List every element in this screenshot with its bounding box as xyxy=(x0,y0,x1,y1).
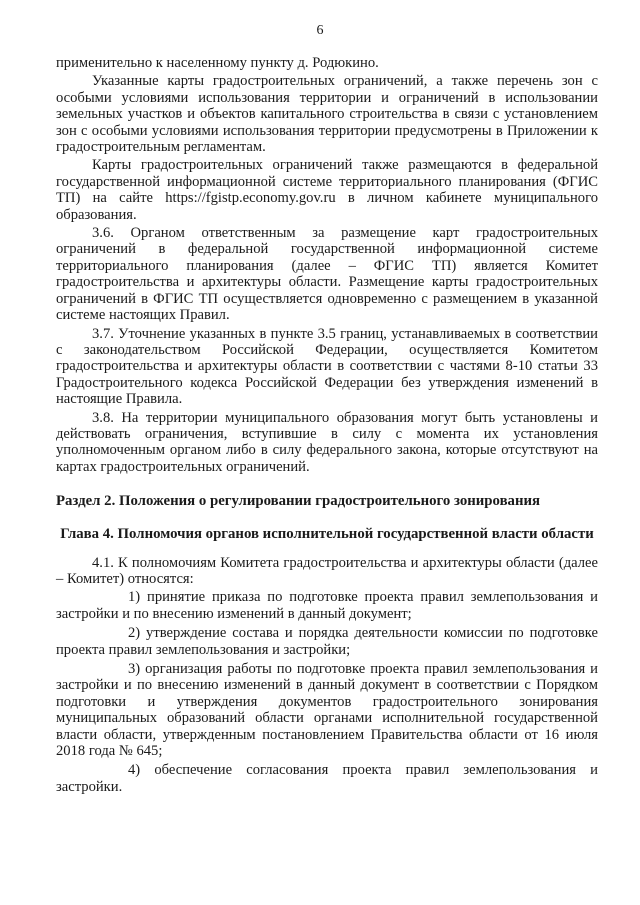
list-item xyxy=(56,625,598,658)
list-item-number: 2) xyxy=(128,625,141,642)
clause-3-6: 3.6. Органом ответственным за размещение карт градостроительных ограничений в федеральной государственной информационной системе территориального планирования (далее – ФГИС ТП) является Комитет градостроительства и архитектуры области. Размещение карты градостроительных ограничений в ФГИС ТП осуществляется одновременно с размещением в указанной системе настоящих Правил. xyxy=(56,225,598,324)
list-item xyxy=(56,762,598,795)
page-number: 6 xyxy=(316,23,324,38)
document-body xyxy=(56,55,598,798)
chapter-heading: Глава 4. Полномочия органов исполнительной государственной власти области xyxy=(60,525,594,542)
list-item-number: 4) xyxy=(128,762,141,779)
paragraph: применительно к населенному пункту д. Родюкино. xyxy=(56,55,379,71)
section-heading: Раздел 2. Положения о регулировании градостроительного зонирования xyxy=(56,493,541,510)
list-item-text: утверждение состава и порядка деятельности комиссии по подготовке проекта правил землепользования и застройки; xyxy=(56,625,599,658)
clause-4-1: 4.1. К полномочиям Комитета градостроительства и архитектуры области (далее – Комитет) относятся: xyxy=(56,554,598,587)
list-item-number: 3) xyxy=(128,661,141,677)
clause-3-7: 3.7. Уточнение указанных в пункте 3.5 границ, устанавливаемых в соответствии с законодательством Российской Федерации, осуществляется Комитетом градостроительства и архитектуры области в соответствии с частями 8-10 статьи 33 Градостроительного кодекса Российской Федерации без утверждения изменений в настоящие Правила. xyxy=(56,325,598,408)
paragraph: Указанные карты градостроительных ограничений, а также перечень зон с особыми условиями использования территории и ограничений в использовании земельных участков и объектов капитального строительства в связи с установлением зон с особыми условиями использования территории предусмотрены в Приложении к градостроительным регламентам. xyxy=(56,73,598,156)
list-item-text: организация работы по подготовке проекта правил землепользования и застройки и по внесению изменений в данный документ в соответствии с Порядком подготовки и утверждения документов градостроительного зонирования муниципальных образований области органами исполнительной государственной власти области, утвержденным постановлением Правительства области от 16 июля 2018 года № 645; xyxy=(56,661,598,760)
paragraph: Карты градостроительных ограничений также размещаются в федеральной государственной информационной системе территориального планирования (ФГИС ТП) на сайте https://fgistp.economy.gov.ru в личном кабинете муниципального образования. xyxy=(56,157,598,223)
list-item xyxy=(56,589,598,622)
clause-3-8: 3.8. На территории муниципального образования могут быть установлены и действовать ограничения, вступившие в силу с момента их установления уполномоченным органом либо в силу федерального закона, которые отсутствуют на картах градостроительных ограничений. xyxy=(56,409,598,475)
list-item xyxy=(56,661,598,759)
list-item-text: принятие приказа по подготовке проекта правил землепользования и застройки и по внесению изменений в данный документ; xyxy=(56,589,598,622)
list-item-number: 1) xyxy=(128,589,141,606)
list-item-text: обеспечение согласования проекта правил землепользования и застройки. xyxy=(56,762,598,795)
